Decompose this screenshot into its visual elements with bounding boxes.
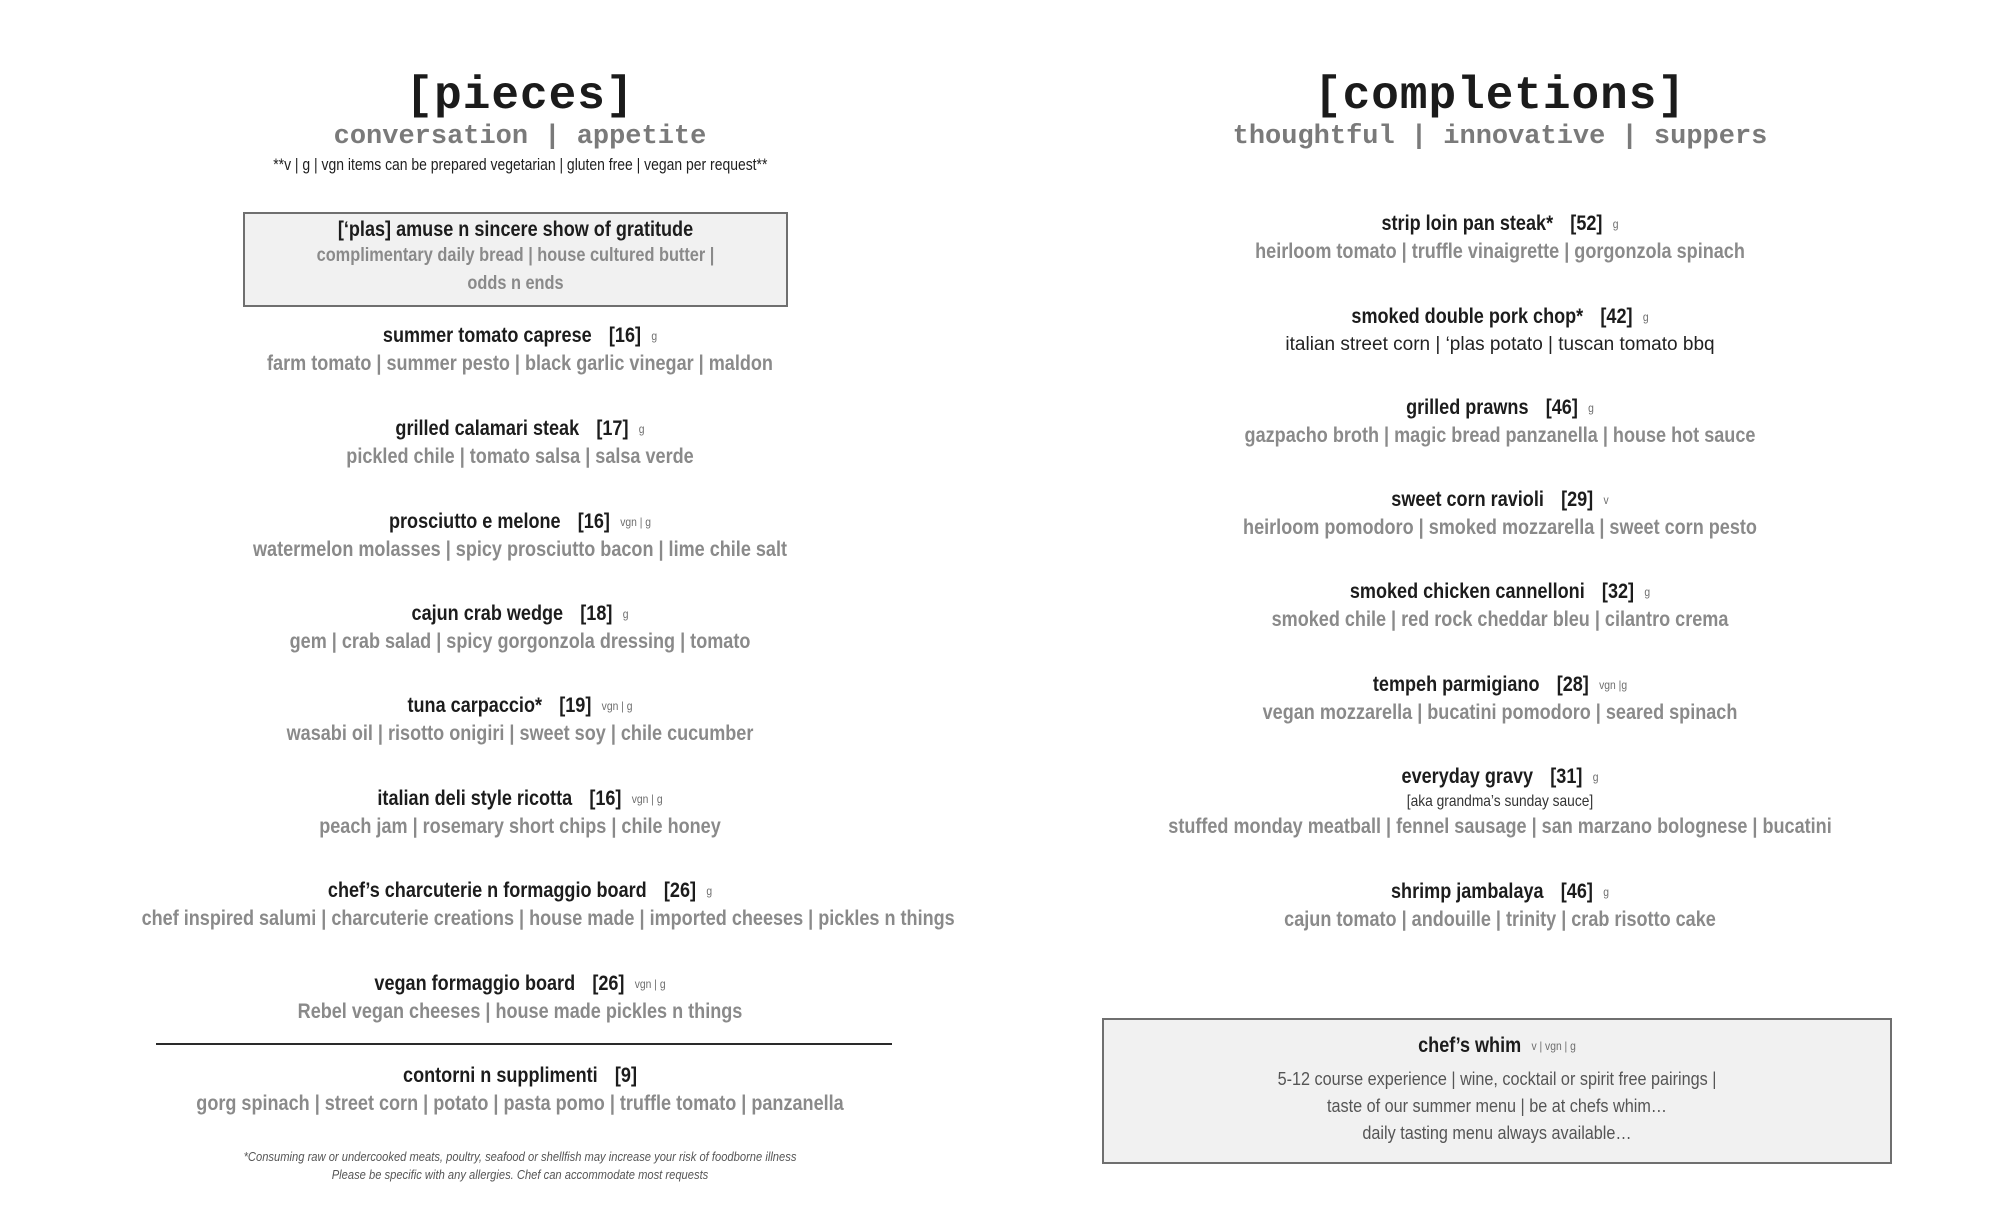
item-price: [26] — [663, 879, 697, 902]
item-tag: g — [622, 607, 629, 622]
menu-item — [1100, 486, 1900, 542]
item-name: everyday gravy — [1401, 765, 1534, 788]
item-price: [29] — [1561, 488, 1594, 511]
item-description: gazpacho broth | magic bread panzanella | house hot sauce — [1244, 424, 1756, 448]
chefs-whim-box — [1102, 1018, 1892, 1164]
menu-item — [80, 785, 960, 841]
amuse-line-2: odds n ends — [467, 273, 564, 294]
item-tag: g — [1603, 885, 1609, 900]
menu-item — [80, 508, 960, 564]
item-price: [19] — [559, 694, 592, 717]
item-description: vegan mozzarella | bucatini pomodoro | seared spinach — [1262, 701, 1738, 725]
item-description: smoked chile | red rock cheddar bleu | cilantro crema — [1271, 608, 1729, 632]
item-tag: g — [1592, 770, 1599, 785]
item-name: smoked chicken cannelloni — [1349, 580, 1585, 603]
item-price: [26] — [592, 972, 625, 995]
amuse-box — [243, 212, 788, 307]
whim-line-1: 5-12 course experience | wine, cocktail or spirit free pairings | — [1277, 1069, 1717, 1089]
item-description: peach jam | rosemary short chips | chile honey — [319, 815, 721, 839]
whim-line-2: taste of our summer menu | be at chefs whim… — [1326, 1096, 1668, 1116]
item-description: heirloom pomodoro | smoked mozzarella | sweet corn pesto — [1243, 516, 1757, 540]
pieces-title: [pieces] — [405, 70, 635, 122]
item-tag: vgn | g — [601, 699, 633, 714]
item-price: [46] — [1545, 396, 1578, 419]
item-price: [31] — [1550, 765, 1583, 788]
item-description: wasabi oil | risotto onigiri | sweet soy | chile cucumber — [286, 722, 754, 746]
menu-item — [80, 692, 960, 748]
item-description: pickled chile | tomato salsa | salsa verde — [346, 445, 694, 469]
item-name: tempeh parmigiano — [1372, 673, 1540, 696]
item-name: shrimp jambalaya — [1391, 880, 1544, 903]
pieces-column — [80, 0, 960, 1214]
item-name: chef’s charcuterie n formaggio board — [327, 879, 647, 902]
item-tag: g — [1642, 310, 1649, 325]
footer-line-2: Please be specific with any allergies. Chef can accommodate most requests — [331, 1167, 709, 1182]
item-tag: v — [1603, 493, 1609, 508]
sides-description: gorg spinach | street corn | potato | pasta pomo | truffle tomato | panzanella — [196, 1092, 844, 1115]
dietary-note: **v | g | vgn items can be prepared vegetarian | gluten free | vegan per request** — [272, 155, 768, 174]
item-price: [16] — [589, 787, 622, 810]
item-description: heirloom tomato | truffle vinaigrette | gorgonzola spinach — [1255, 240, 1745, 264]
item-price: [52] — [1570, 212, 1603, 235]
menu-item — [80, 322, 960, 378]
item-description: farm tomato | summer pesto | black garlic vinegar | maldon — [267, 352, 773, 376]
item-tag: g — [1588, 401, 1594, 416]
item-name: strip loin pan steak* — [1381, 212, 1554, 235]
item-price: [28] — [1556, 673, 1589, 696]
menu-item — [1100, 394, 1900, 450]
sides-item — [80, 1062, 960, 1118]
menu-item — [1100, 578, 1900, 634]
completions-subtitle: thoughtful | innovative | suppers — [1232, 122, 1768, 152]
item-name: prosciutto e melone — [388, 510, 561, 533]
item-name: italian deli style ricotta — [377, 787, 573, 810]
divider — [156, 1043, 892, 1045]
item-tag: g — [706, 884, 713, 899]
item-name: grilled prawns — [1406, 396, 1529, 419]
item-tag: vgn |g — [1599, 678, 1628, 693]
item-price: [46] — [1560, 880, 1593, 903]
menu-item — [1100, 763, 1900, 841]
item-price: [16] — [608, 324, 642, 347]
item-tag: g — [1644, 585, 1651, 600]
sides-name: contorni n supplimenti — [403, 1064, 598, 1087]
item-tag: vgn | g — [634, 977, 666, 992]
completions-title: [completions] — [1314, 70, 1686, 122]
item-description: stuffed monday meatball | fennel sausage | san marzano bolognese | bucatini — [1168, 815, 1832, 839]
item-subtitle: [aka grandma’s sunday sauce] — [1406, 793, 1594, 811]
menu-item — [1100, 671, 1900, 727]
item-name: cajun crab wedge — [411, 602, 564, 625]
menu-item — [1100, 210, 1900, 266]
menu-item — [80, 970, 960, 1026]
menu-item — [80, 877, 960, 933]
item-description: chef inspired salumi | charcuterie creations | house made | imported cheeses | pickles n things — [141, 907, 955, 931]
item-price: [16] — [577, 510, 610, 533]
item-tag: g — [638, 422, 645, 437]
item-description: Rebel vegan cheeses | house made pickles n things — [297, 1000, 743, 1024]
item-price: [17] — [596, 417, 629, 440]
item-description: gem | crab salad | spicy gorgonzola dressing | tomato — [289, 630, 751, 654]
item-price: [42] — [1600, 305, 1633, 328]
menu-item — [80, 415, 960, 471]
item-name: grilled calamari steak — [395, 417, 580, 440]
amuse-title: [‘plas] amuse n sincere show of gratitude — [337, 218, 694, 241]
item-price: [32] — [1601, 580, 1635, 603]
item-name: tuna carpaccio* — [407, 694, 543, 717]
item-tag: vgn | g — [631, 792, 663, 807]
whim-tag: v | vgn | g — [1531, 1039, 1576, 1054]
menu-item — [1100, 878, 1900, 934]
completions-column — [1100, 0, 1900, 1214]
whim-title: chef’s whim — [1418, 1034, 1522, 1057]
item-tag: g — [1612, 217, 1619, 232]
footer-line-1: *Consuming raw or undercooked meats, poultry, seafood or shellfish may increase your risk of foodborne illness — [243, 1149, 797, 1164]
item-tag: g — [651, 329, 658, 344]
footer-disclaimer — [80, 1148, 960, 1184]
menu-item — [80, 600, 960, 656]
item-description: italian street corn | ‘plas potato | tuscan tomato bbq — [1285, 334, 1715, 356]
item-name: smoked double pork chop* — [1351, 305, 1584, 328]
whim-line-3: daily tasting menu always available… — [1362, 1123, 1632, 1143]
pieces-subtitle: conversation | appetite — [333, 122, 707, 152]
amuse-line-1: complimentary daily bread | house cultured butter | — [316, 245, 715, 266]
item-name: summer tomato caprese — [382, 324, 592, 347]
item-description: watermelon molasses | spicy prosciutto bacon | lime chile salt — [252, 538, 788, 562]
item-tag: vgn | g — [620, 515, 652, 530]
item-price: [18] — [580, 602, 613, 625]
item-description: cajun tomato | andouille | trinity | crab risotto cake — [1284, 908, 1716, 932]
sides-price: [9] — [614, 1064, 637, 1087]
item-name: vegan formaggio board — [374, 972, 576, 995]
item-name: sweet corn ravioli — [1391, 488, 1544, 511]
menu-item — [1100, 303, 1900, 359]
